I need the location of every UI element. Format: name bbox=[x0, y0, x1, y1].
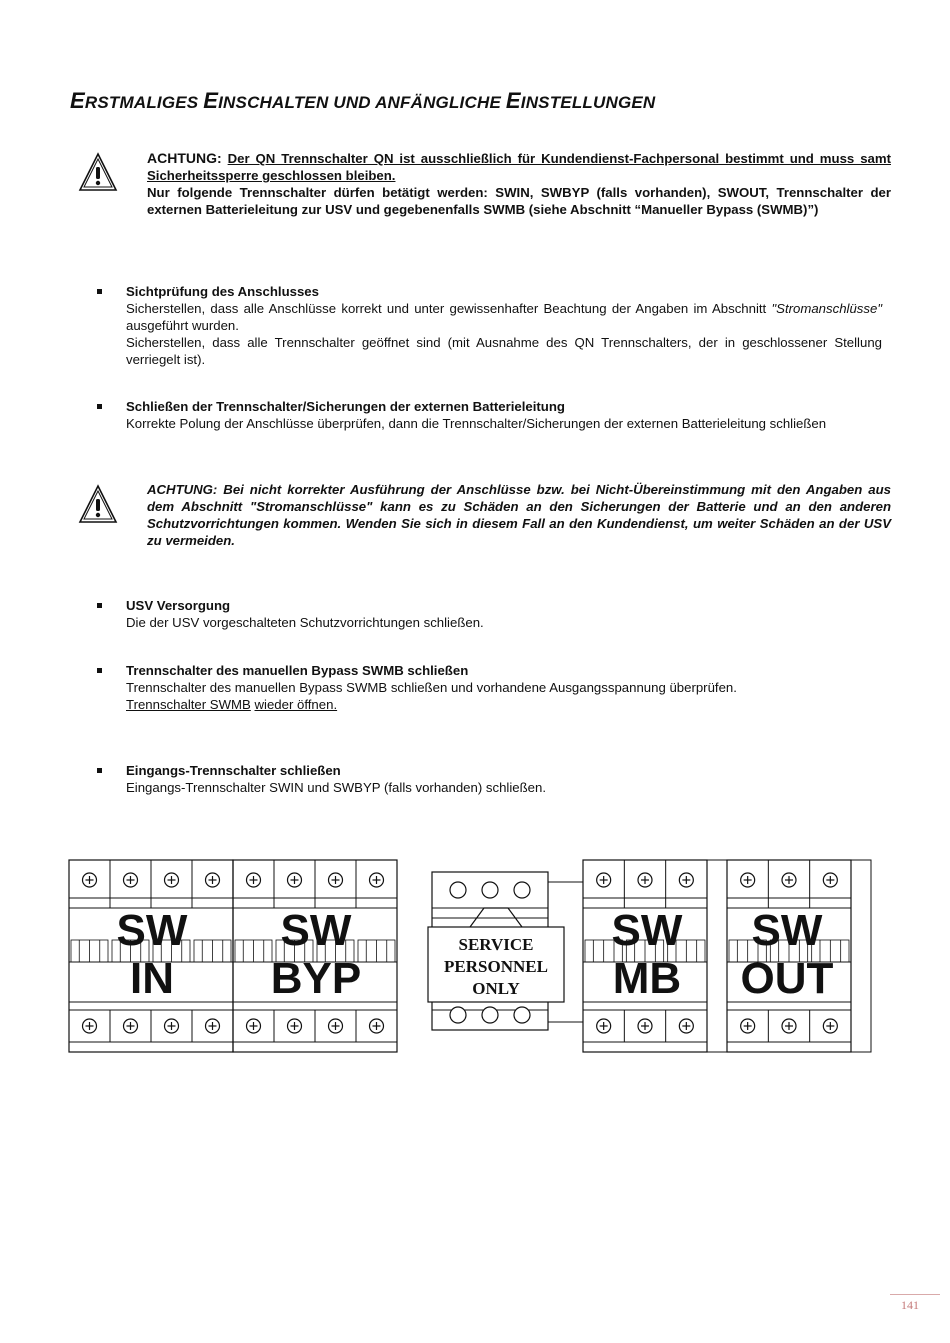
service-line-3: ONLY bbox=[472, 979, 520, 998]
swout-label-bottom: OUT bbox=[740, 954, 834, 1003]
swmb-label-top: SW bbox=[611, 906, 683, 955]
attention-notice-2: ACHTUNG: Bei nicht korrekter Ausführung der Anschlüsse bzw. bei Nicht-Übereinstimmung mit den Angaben aus dem Abschnitt "Stromanschlüsse" kann es zu Schäden an den Sicherungen der Batterie und an den anderen Schutzvorrichtungen kommen. Wenden Sie sich in diesem Fall an den Kundendienst, um weiter Schäden an der USV zu vermeiden. bbox=[147, 482, 891, 548]
item-heading: Trennschalter des manuellen Bypass SWMB schließen bbox=[126, 663, 469, 678]
item-paragraph: Sicherstellen, dass alle Trennschalter geöffnet sind (mit Ausnahme des QN Trennschalters, der in geschlossener Stellung verriegelt ist). bbox=[126, 335, 882, 367]
list-item-eingang bbox=[126, 762, 882, 796]
swin-label-top: SW bbox=[116, 906, 188, 955]
item-heading: Eingangs-Trennschalter schließen bbox=[126, 763, 341, 778]
section-reference: "Stromanschlüsse" bbox=[771, 301, 882, 316]
item-paragraph: Korrekte Polung der Anschlüsse überprüfen, dann die Trennschalter/Sicherungen der externen Batterieleitung schließen bbox=[126, 416, 827, 431]
bullet bbox=[97, 768, 102, 773]
item-paragraph: Eingangs-Trennschalter SWIN und SWBYP (falls vorhanden) schließen. bbox=[126, 780, 546, 795]
item-paragraph: Trennschalter des manuellen Bypass SWMB schließen und vorhandene Ausgangsspannung überprüfen. bbox=[126, 680, 737, 695]
page-number-rule bbox=[890, 1294, 940, 1295]
list-item-swmb bbox=[126, 662, 882, 713]
item-heading: Schließen der Trennschalter/Sicherungen der externen Batterieleitung bbox=[126, 399, 565, 414]
terminal-hole bbox=[450, 1007, 466, 1023]
terminal-hole bbox=[450, 882, 466, 898]
breaker-panel-diagram bbox=[60, 850, 890, 1065]
item-paragraph: Sicherstellen, dass alle Anschlüsse korrekt und unter gewissenhafter Beachtung der Angaben im Abschnitt "Stromanschlüsse" ausgeführt wurden. bbox=[126, 301, 882, 333]
bullet bbox=[97, 289, 102, 294]
swmb-label-bottom: MB bbox=[612, 954, 682, 1003]
swin-label-bottom: IN bbox=[130, 954, 174, 1003]
service-line-1: SERVICE bbox=[458, 935, 534, 954]
page-number: 141 bbox=[901, 1298, 919, 1312]
swout-label-top: SW bbox=[751, 906, 823, 955]
swbyp-label-bottom: BYP bbox=[270, 954, 362, 1003]
page-title: ERSTMALIGES EINSCHALTEN UND ANFÄNGLICHE EINSTELLUNGEN bbox=[70, 88, 656, 113]
bullet bbox=[97, 404, 102, 409]
item-paragraph: Die der USV vorgeschalteten Schutzvorrichtungen schließen. bbox=[126, 615, 484, 630]
service-line-2: PERSONNEL bbox=[444, 957, 548, 976]
item-heading: USV Versorgung bbox=[126, 598, 231, 613]
attention-notice-1 bbox=[147, 150, 891, 218]
list-item-sichtpruefung bbox=[126, 283, 882, 368]
terminal-hole bbox=[514, 882, 530, 898]
swbyp-label-top: SW bbox=[280, 906, 352, 955]
terminal-hole bbox=[514, 1007, 530, 1023]
attention-label: ACHTUNG: bbox=[147, 150, 222, 166]
bullet bbox=[97, 668, 102, 673]
attention-underlined-text: Der QN Trennschalter QN ist ausschließlich für Kundendienst-Fachpersonal bestimmt und muss samt Sicherheitssperre geschlossen bleiben. bbox=[147, 151, 891, 183]
warning-triangle-icon bbox=[78, 484, 118, 524]
item-paragraph: Trennschalter SWMB wieder öffnen. bbox=[126, 697, 338, 712]
item-heading: Sichtprüfung des Anschlusses bbox=[126, 284, 319, 299]
terminal-hole bbox=[482, 1007, 498, 1023]
terminal-hole bbox=[482, 882, 498, 898]
list-item-batterie bbox=[126, 398, 882, 432]
attention-body: Nur folgende Trennschalter dürfen betätigt werden: SWIN, SWBYP (falls vorhanden), SWOUT, Trennschalter der externen Batterieleitung zur USV und gegebenenfalls SWMB (siehe Abschnitt “Manueller Bypass (SWMB)”) bbox=[147, 185, 891, 217]
bullet bbox=[97, 603, 102, 608]
list-item-versorgung bbox=[126, 597, 882, 631]
warning-triangle-icon bbox=[78, 152, 118, 192]
